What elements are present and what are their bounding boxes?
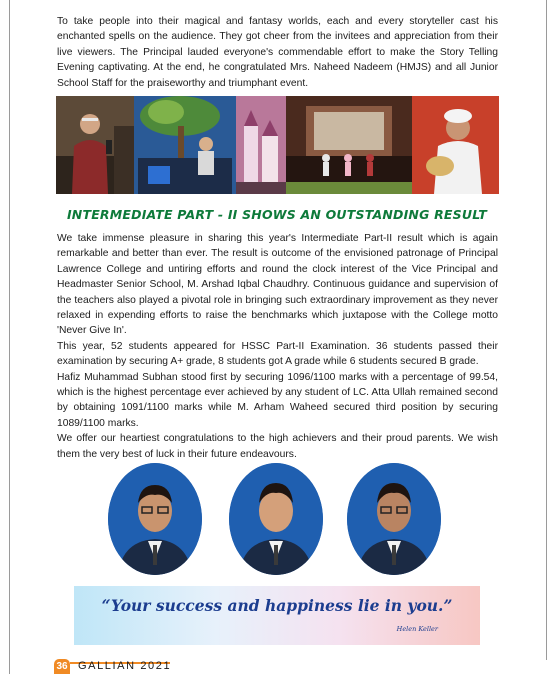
result-paragraph-3: Hafiz Muhammad Subhan stood first by securing 1096/1100 marks with a percentage of 99.54, which is the highest percentage ever achieved by any student of LC. Atta Ullah remained second by obtaining 1091/1100 marks while M. Arham Waheed secured third position by securing 1089/1100 marks. [57,371,498,429]
page-number-badge: 36 [54,659,70,674]
photo-castle-props [236,96,286,194]
publication-title: GALLIAN 2021 [78,660,172,672]
result-paragraph-2: This year, 52 students appeared for HSSC Part-II Examination. 36 students passed their examination by securing A+ grade, 8 students got A grade while 6 students secured B grade. [57,340,498,368]
quote-banner [74,586,480,645]
result-paragraph-1: We take immense pleasure in sharing this year's Intermediate Part-II result which is again remarkable and better than ever. The result is outcome of the envisioned patronage of Principal Lawrence College and untiring efforts and round the clock interest of the Vice Principal and Headmaster Senior School, M. Arshad Iqbal Chaudhry. Continuous guidance and supervision of the teachers also played a pivotal role in bringing such extraordinary improvement as they never relaxed in expending efforts to raise the benchmarks which juxtapose with the College motto 'Never Give In'. [57,233,498,337]
quote-text: “Your success and happiness lie in you.” [101,596,453,615]
result-article-body [57,231,498,462]
photo-speaker [56,96,134,194]
photo-student-costume [412,96,499,194]
student-portrait-second [229,463,323,575]
page-border-left [9,0,10,674]
result-paragraph-4: We offer our heartiest congratulations to the high achievers and their proud parents. We wish them the very best of luck in their future endeavours. [57,433,498,460]
photo-story-teller-stage [134,96,236,194]
quote-author: Helen Keller [396,625,438,633]
page-border-right [546,0,547,660]
intro-paragraph: To take people into their magical and fantasy worlds, each and every storyteller cast his enchanted spells on the audience. They got cheer from the invitees and appreciation from their live viewers. The Principal lauded everyone's commendable effort to make the Story Telling Evening captivating. At the end, he congratulated Mrs. Naheed Nadeem (HMJS) and all Junior School Staff for the praiseworthy and triumphant event. [57,16,498,89]
event-photo-collage [56,96,499,194]
student-portrait-third [347,463,441,575]
student-portrait-first [108,463,202,575]
photo-performance-hall [286,96,412,194]
section-heading: INTERMEDIATE PART - II SHOWS AN OUTSTANDING RESULT [66,207,488,222]
